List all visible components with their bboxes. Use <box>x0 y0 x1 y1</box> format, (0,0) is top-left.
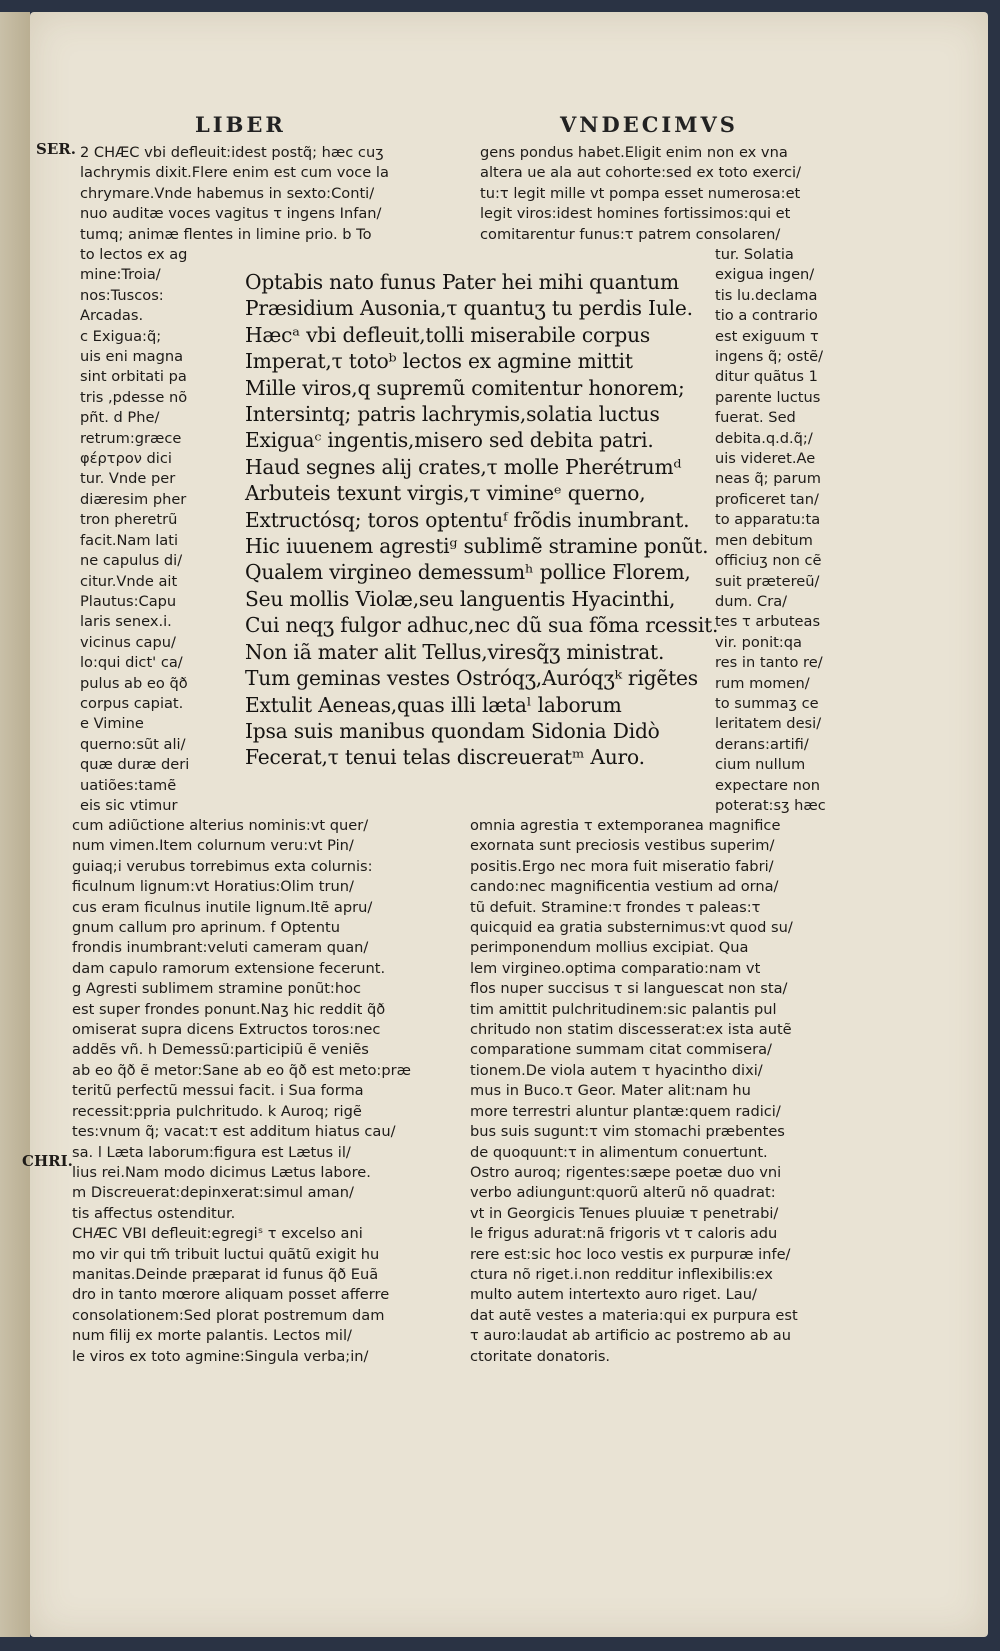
bottom-left-line: m Discreuerat:depinxerat:simul aman/ <box>72 1184 354 1202</box>
verse-line: Non iã mater alit Tellus,viresq̃ʒ ministrat. <box>245 639 665 664</box>
bottom-left-line: consolationem:Sed plorat postremum dam <box>72 1306 385 1324</box>
right-col-line: exigua ingen/ <box>715 266 815 284</box>
right-col-line: tur. Solatia <box>715 246 794 263</box>
bottom-left-line: est super frondes ponunt.Naʒ hic reddit q̃ð <box>72 1000 386 1018</box>
bottom-right-line: tionem.De viola autem τ hyacintho dixi/ <box>470 1061 763 1079</box>
top-left-line: 2 CHÆC vbi defleuit:idest postq̃; hæc cuʒ <box>80 144 384 161</box>
right-col-line: rum momen/ <box>715 674 810 692</box>
left-col-line: ne capulus di/ <box>80 552 183 570</box>
bottom-left-line: CHÆC VBI defleuit:egregiˢ τ excelso ani <box>72 1225 363 1243</box>
bottom-right-line: τ auro:laudat ab artificio ac postremo ab au <box>470 1327 791 1345</box>
bottom-right-line: positis.Ergo nec mora fuit miseratio fabri/ <box>470 857 774 875</box>
left-col-line: tron pheretrũ <box>80 511 178 529</box>
verse-line: Tum geminas vestes Ostróqʒ,Auróqʒᵏ rigẽtes <box>245 666 698 691</box>
book-spine-edge <box>0 12 30 1637</box>
left-col-line: c Exigua:q̃; <box>80 327 162 345</box>
left-col-line: diæresim pher <box>80 490 187 508</box>
top-right-line: altera ue ala aut cohorte:sed ex toto exerci/ <box>480 164 802 182</box>
verse-line: Intersintq; patris lachrymis,solatia luctus <box>245 402 660 427</box>
right-col-line: neas q̃; parum <box>715 470 821 488</box>
bottom-right-line: cando:nec magnificentia vestium ad orna/ <box>470 878 779 896</box>
bottom-right-line: comparatione summam citat commisera/ <box>470 1041 772 1059</box>
bottom-right-line: tim amittit pulchritudinem:sic palantis pul <box>470 1000 777 1018</box>
right-col-line: poterat:sʒ hæc <box>715 796 826 814</box>
bottom-right-line: perimponendum mollius excipiat. Qua <box>470 939 749 957</box>
commentary-right-column <box>715 245 910 816</box>
left-col-line: φέρτρον dici <box>80 450 172 468</box>
bottom-left-line: manitas.Deinde præparat id funus q̃ð Euã <box>72 1265 379 1283</box>
left-col-line: querno:sũt ali/ <box>80 735 186 753</box>
left-col-line: citur.Vnde ait <box>80 572 178 590</box>
bottom-right-line: dat autẽ vestes a materia:qui ex purpura est <box>470 1306 798 1324</box>
right-col-line: tes τ arbuteas <box>715 613 821 631</box>
servius-marker: SER. <box>36 140 76 158</box>
left-col-line: tur. Vnde per <box>80 470 176 488</box>
top-left-line: lachrymis dixit.Flere enim est cum voce la <box>80 164 389 182</box>
bottom-right-line: flos nuper succisus τ si languescat non sta/ <box>470 980 788 998</box>
bottom-left-line: cus eram ficulnus inutile lignum.Itẽ apru/ <box>72 898 373 916</box>
bottom-left-line: gnum callum pro aprinum. f Optentu <box>72 919 341 937</box>
bottom-left-line: tis affectus ostenditur. <box>72 1204 236 1222</box>
verse-line: Cui neqʒ fulgor adhuc,nec dũ sua fõma rcessit. <box>245 613 719 638</box>
left-col-line: to lectos ex ag <box>80 246 188 263</box>
christophorus-marker: CHRI. <box>22 1152 73 1170</box>
right-col-line: men debitum <box>715 531 813 549</box>
left-col-line: lo:qui dict' ca/ <box>80 654 183 672</box>
verse-line: Arbuteis texunt virgis,τ vimineᵉ querno, <box>245 481 646 506</box>
bottom-right-line: mus in Buco.τ Geor. Mater alit:nam hu <box>470 1082 751 1100</box>
verse-line: Hic iuuenem agrestiᵍ sublimẽ stramine ponũt. <box>245 534 709 559</box>
bottom-right-line: omnia agrestia τ extemporanea magnifice <box>470 817 781 834</box>
verse-line: Mille viros,q supremũ comitentur honorem; <box>245 375 685 400</box>
bottom-left-line: num vimen.Item colurnum veru:vt Pin/ <box>72 837 354 855</box>
right-col-line: tis lu.declama <box>715 286 818 304</box>
bottom-left-line: mo vir qui tm̃ tribuit luctui quãtũ exigit hu <box>72 1245 380 1263</box>
bottom-right-line: ctoritate donatoris. <box>470 1347 611 1365</box>
right-col-line: expectare non <box>715 776 821 794</box>
bottom-left-line: lius rei.Nam modo dicimus Lætus labore. <box>72 1163 371 1181</box>
bottom-right-line: bus suis sugunt:τ vim stomachi præbentes <box>470 1123 785 1141</box>
right-col-line: tio a contrario <box>715 307 818 325</box>
verse-line: Imperat,τ totoᵇ lectos ex agmine mittit <box>245 349 633 374</box>
right-col-line: parente luctus <box>715 388 821 406</box>
left-col-line: quæ duræ deri <box>80 756 190 774</box>
bottom-left-line: ab eo q̃ð ẽ metor:Sane ab eo q̃ð est meto:præ <box>72 1061 411 1079</box>
left-col-line: Plautus:Capu <box>80 592 177 610</box>
verse-line: Fecerat,τ tenui telas discreueratᵐ Auro. <box>245 745 645 770</box>
bottom-left-line: dro in tanto mœrore aliquam posset afferre <box>72 1286 390 1304</box>
right-col-line: to apparatu:ta <box>715 511 821 529</box>
bottom-left-line: cum adiũctione alterius nominis:vt quer/ <box>72 817 369 834</box>
book-page <box>22 12 988 1637</box>
verse-line: Extulit Aeneas,quas illi lætaˡ laborum <box>245 692 622 717</box>
right-col-line: cium nullum <box>715 756 806 774</box>
verse-line: Hæcᵃ vbi defleuit,tolli miserabile corpus <box>245 322 651 347</box>
left-col-line: tris ,pdesse nõ <box>80 388 188 406</box>
bottom-left-line: recessit:ppria pulchritudo. k Auroq; rigẽ <box>72 1102 362 1120</box>
verse-line: Optabis nato funus Pater hei mihi quantum <box>245 270 679 294</box>
right-col-line: ditur quãtus 1 <box>715 368 818 386</box>
right-col-line: vir. ponit:qa <box>715 633 802 651</box>
verse-line: Qualem virgineo demessumʰ pollice Florem, <box>245 560 691 585</box>
bottom-left-line: le viros ex toto agmine:Singula verba;in/ <box>72 1347 369 1365</box>
left-col-line: e Vimine <box>80 715 144 733</box>
bottom-left-line: addẽs vñ. h Demessũ:participiũ ẽ veniẽs <box>72 1041 369 1059</box>
top-right-line: tu:τ legit mille vt pompa esset numerosa:et <box>480 184 801 202</box>
bottom-right-line: chritudo non statim discesserat:ex ista autẽ <box>470 1021 792 1039</box>
verse-line: Haud segnes alij crates,τ molle Pherétrumᵈ <box>245 454 682 479</box>
bottom-right-line: quicquid ea gratia substernimus:vt quod su/ <box>470 919 793 937</box>
bottom-right-line: de quoquunt:τ in alimentum conuertunt. <box>470 1143 768 1161</box>
bottom-left-line: frondis inumbrant:veluti cameram quan/ <box>72 939 369 957</box>
top-left-line: nuo auditæ voces vagitus τ ingens Infan/ <box>80 205 382 223</box>
left-col-line: vicinus capu/ <box>80 633 176 651</box>
bottom-right-line: le frigus adurat:nã frigoris vt τ caloris adu <box>470 1225 778 1243</box>
top-left-line: tumq; animæ flentes in limine prio. b To <box>80 225 372 243</box>
verse-line: Seu mollis Violæ,seu languentis Hyacinthi, <box>245 586 676 611</box>
bottom-right-line: multo autem intertexto auro riget. Lau/ <box>470 1286 757 1304</box>
verse-line: Ipsa suis manibus quondam Sidonia Didò <box>245 718 660 743</box>
bottom-left-line: omiserat supra dicens Extructos toros:nec <box>72 1021 381 1039</box>
bottom-right-line: Ostro auroq; rigentes:sæpe poetæ duo vni <box>470 1163 782 1181</box>
left-col-line: pñt. d Phe/ <box>80 409 160 427</box>
right-col-line: res in tanto re/ <box>715 654 823 672</box>
left-col-line: uatiões:tamẽ <box>80 776 177 794</box>
left-col-line: Arcadas. <box>80 307 144 325</box>
left-col-line: retrum:græce <box>80 429 182 447</box>
right-col-line: ingens q̃; ostẽ/ <box>715 348 824 366</box>
bottom-left-line: ficulnum lignum:vt Horatius:Olim trun/ <box>72 878 354 896</box>
right-col-line: dum. Cra/ <box>715 592 788 610</box>
commentary-left-column <box>80 245 230 816</box>
bottom-left-line: dam capulo ramorum extensione fecerunt. <box>72 959 386 977</box>
right-col-line: fuerat. Sed <box>715 409 796 427</box>
left-col-line: uis eni magna <box>80 348 184 366</box>
left-col-line: corpus capiat. <box>80 694 184 712</box>
top-right-line: comitarentur funus:τ patrem consolaren/ <box>480 225 781 243</box>
commentary-bottom-right <box>470 816 880 1367</box>
top-left-line: chrymare.Vnde habemus in sexto:Conti/ <box>80 184 375 202</box>
verse-line: Extructósq; toros optentuᶠ frõdis inumbrant. <box>245 507 690 532</box>
left-col-line: facit.Nam lati <box>80 531 179 549</box>
left-col-line: mine:Troia/ <box>80 266 161 284</box>
running-header-left: LIBER <box>195 112 286 137</box>
running-header-right: VNDECIMVS <box>560 112 738 137</box>
commentary-bottom-left <box>72 816 482 1367</box>
right-col-line: uis videret.Ae <box>715 450 816 468</box>
bottom-right-line: exornata sunt preciosis vestibus superim/ <box>470 837 775 855</box>
bottom-left-line: guiaq;i verubus torrebimus exta colurnis: <box>72 857 373 875</box>
bottom-left-line: tes:vnum q̃; vacat:τ est additum hiatus cau/ <box>72 1123 396 1141</box>
bottom-right-line: ctura nõ riget.i.non redditur inflexibilis:ex <box>470 1265 773 1283</box>
verse-line: Exiguaᶜ ingentis,misero sed debita patri. <box>245 428 654 453</box>
bottom-left-line: num filij ex morte palantis. Lectos mil/ <box>72 1327 352 1345</box>
bottom-right-line: vt in Georgicis Tenues pluuiæ τ penetrabi/ <box>470 1204 779 1222</box>
top-right-line: legit viros:idest homines fortissimos:qui et <box>480 205 791 223</box>
bottom-right-line: more terrestri aluntur plantæ:quem radici/ <box>470 1102 781 1120</box>
top-right-line: gens pondus habet.Eligit enim non ex vna <box>480 144 788 161</box>
bottom-left-line: teritũ perfectũ messui facit. i Sua forma <box>72 1082 364 1100</box>
bottom-right-line: tũ defuit. Stramine:τ frondes τ paleas:τ <box>470 898 761 916</box>
bottom-left-line: sa. l Læta laborum:figura est Lætus il/ <box>72 1143 351 1161</box>
right-col-line: debita.q.d.q̃;/ <box>715 429 813 447</box>
left-col-line: laris senex.i. <box>80 613 172 631</box>
right-col-line: est exiguum τ <box>715 327 819 345</box>
right-col-line: officiuʒ non cẽ <box>715 552 822 570</box>
left-col-line: nos:Tuscos: <box>80 286 164 304</box>
left-col-line: eis sic vtimur <box>80 796 178 814</box>
bottom-left-line: g Agresti sublimem stramine ponũt:hoc <box>72 980 362 998</box>
commentary-top-right <box>480 143 925 245</box>
right-col-line: to summaʒ ce <box>715 694 819 712</box>
commentary-top-left <box>80 143 490 245</box>
right-col-line: derans:artifi/ <box>715 735 809 753</box>
bottom-right-line: lem virgineo.optima comparatio:nam vt <box>470 959 761 977</box>
right-col-line: leritatem desi/ <box>715 715 822 733</box>
right-col-line: proficeret tan/ <box>715 490 819 508</box>
bottom-right-line: verbo adiungunt:quorũ alterũ nõ quadrat: <box>470 1184 776 1202</box>
right-col-line: suit prætereũ/ <box>715 572 820 590</box>
bottom-right-line: rere est:sic hoc loco vestis ex purpuræ infe/ <box>470 1245 791 1263</box>
verse-line: Præsidium Ausonia,τ quantuʒ tu perdis Iule. <box>245 296 693 321</box>
left-col-line: sint orbitati pa <box>80 368 187 386</box>
verse-block <box>245 269 735 771</box>
left-col-line: pulus ab eo q̃ð <box>80 674 188 692</box>
